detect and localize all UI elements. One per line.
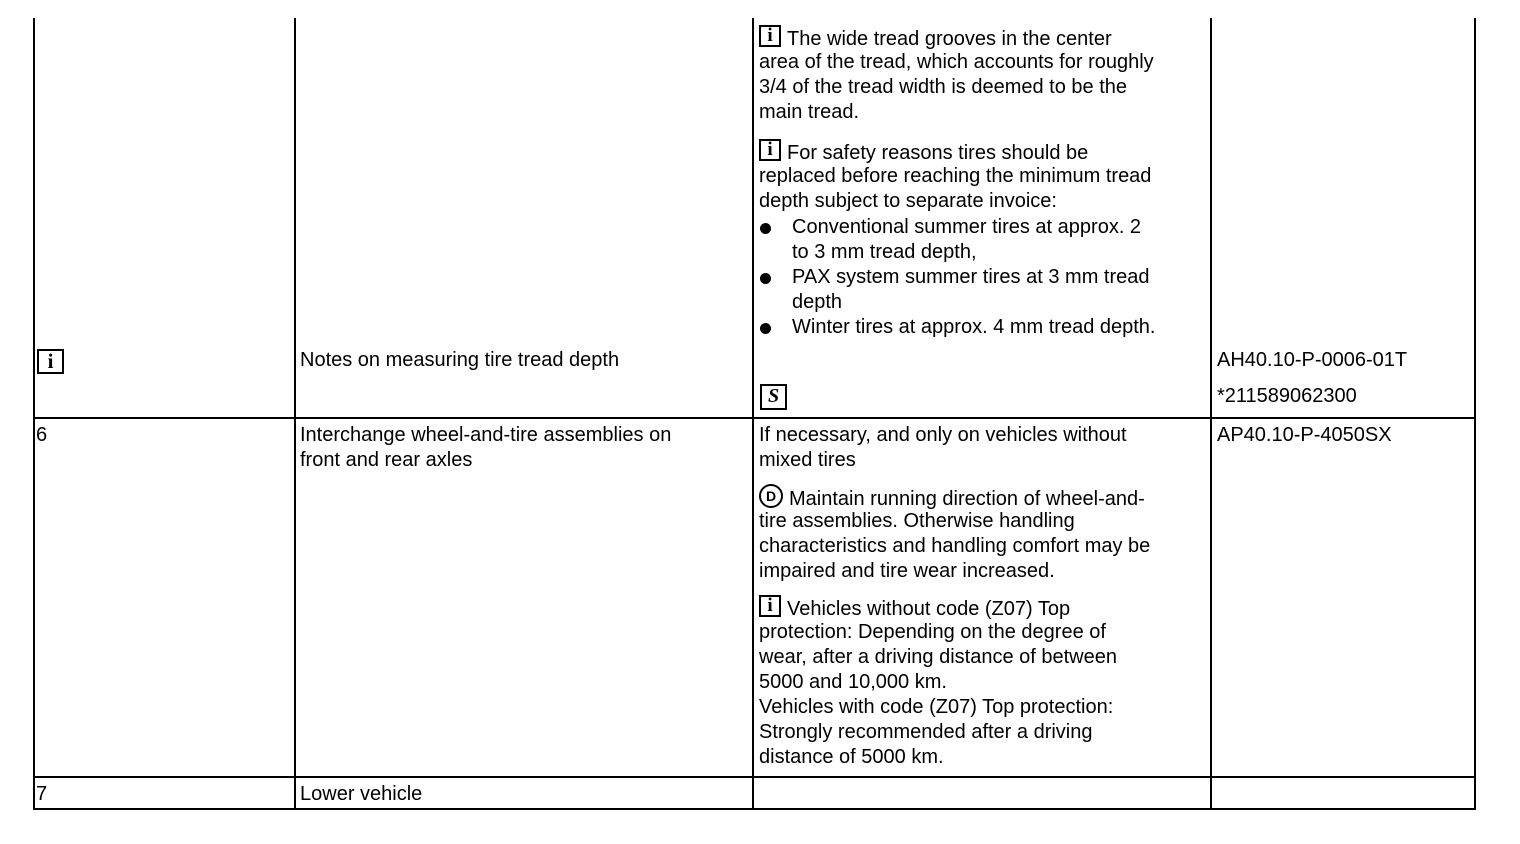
table-border-bottom [33,808,1476,810]
column-divider [752,18,754,810]
table-border-left [33,18,35,810]
step-description: Notes on measuring tire tread depth [300,349,620,371]
row-divider [33,417,1476,419]
reference-document: AP40.10-P-4050SX [1217,424,1392,446]
step-number: 6 [36,424,48,446]
step-description: Interchange wheel-and-tire assemblies on front and rear axles [300,424,672,471]
row-divider [33,776,1476,778]
note-caution: D Maintain running direction of wheel-and- tire assemblies. Otherwise handling characteristics and handling comfort may be impaired and tire wear increased. [759,484,1205,584]
column-divider [1210,18,1212,810]
note-condition: If necessary, and only on vehicles without mixed tires [759,424,1127,471]
caution-icon: D [759,484,783,508]
tool-icon: S [760,384,793,415]
bullet-list [759,215,1205,340]
step-description: Lower vehicle [300,783,423,805]
reference-part-number: *211589062300 [1217,385,1357,407]
step-number: 7 [36,783,48,805]
info-icon: i [37,349,70,379]
note-main-tread: i The wide tread grooves in the center area of the tread, which accounts for roughly 3/4 of the tread width is deemed to be the main tread. [759,25,1154,123]
reference-document: AH40.10-P-0006-01T [1217,349,1408,371]
info-icon: i [759,139,781,161]
note-top-protection: i Vehicles without code (Z07) Top protection: Depending on the degree of wear, after a driving distance of between 5000 and 10,000 km. Vehicles with code (Z07) Top protection: Strongly recommended after a driving distance of 5000 km. [759,595,1117,768]
info-icon: i [759,595,781,617]
list-item: Winter tires at approx. 4 mm tread depth. [759,315,1205,340]
info-icon: i [759,25,781,47]
column-divider [294,18,296,810]
note-safety: i For safety reasons tires should be replaced before reaching the minimum tread depth subject to separate invoice: [759,139,1152,212]
list-item: Conventional summer tires at approx. 2 to 3 mm tread depth, [759,215,1205,265]
table-border-right [1474,18,1476,810]
list-item: PAX system summer tires at 3 mm tread depth [759,265,1205,315]
